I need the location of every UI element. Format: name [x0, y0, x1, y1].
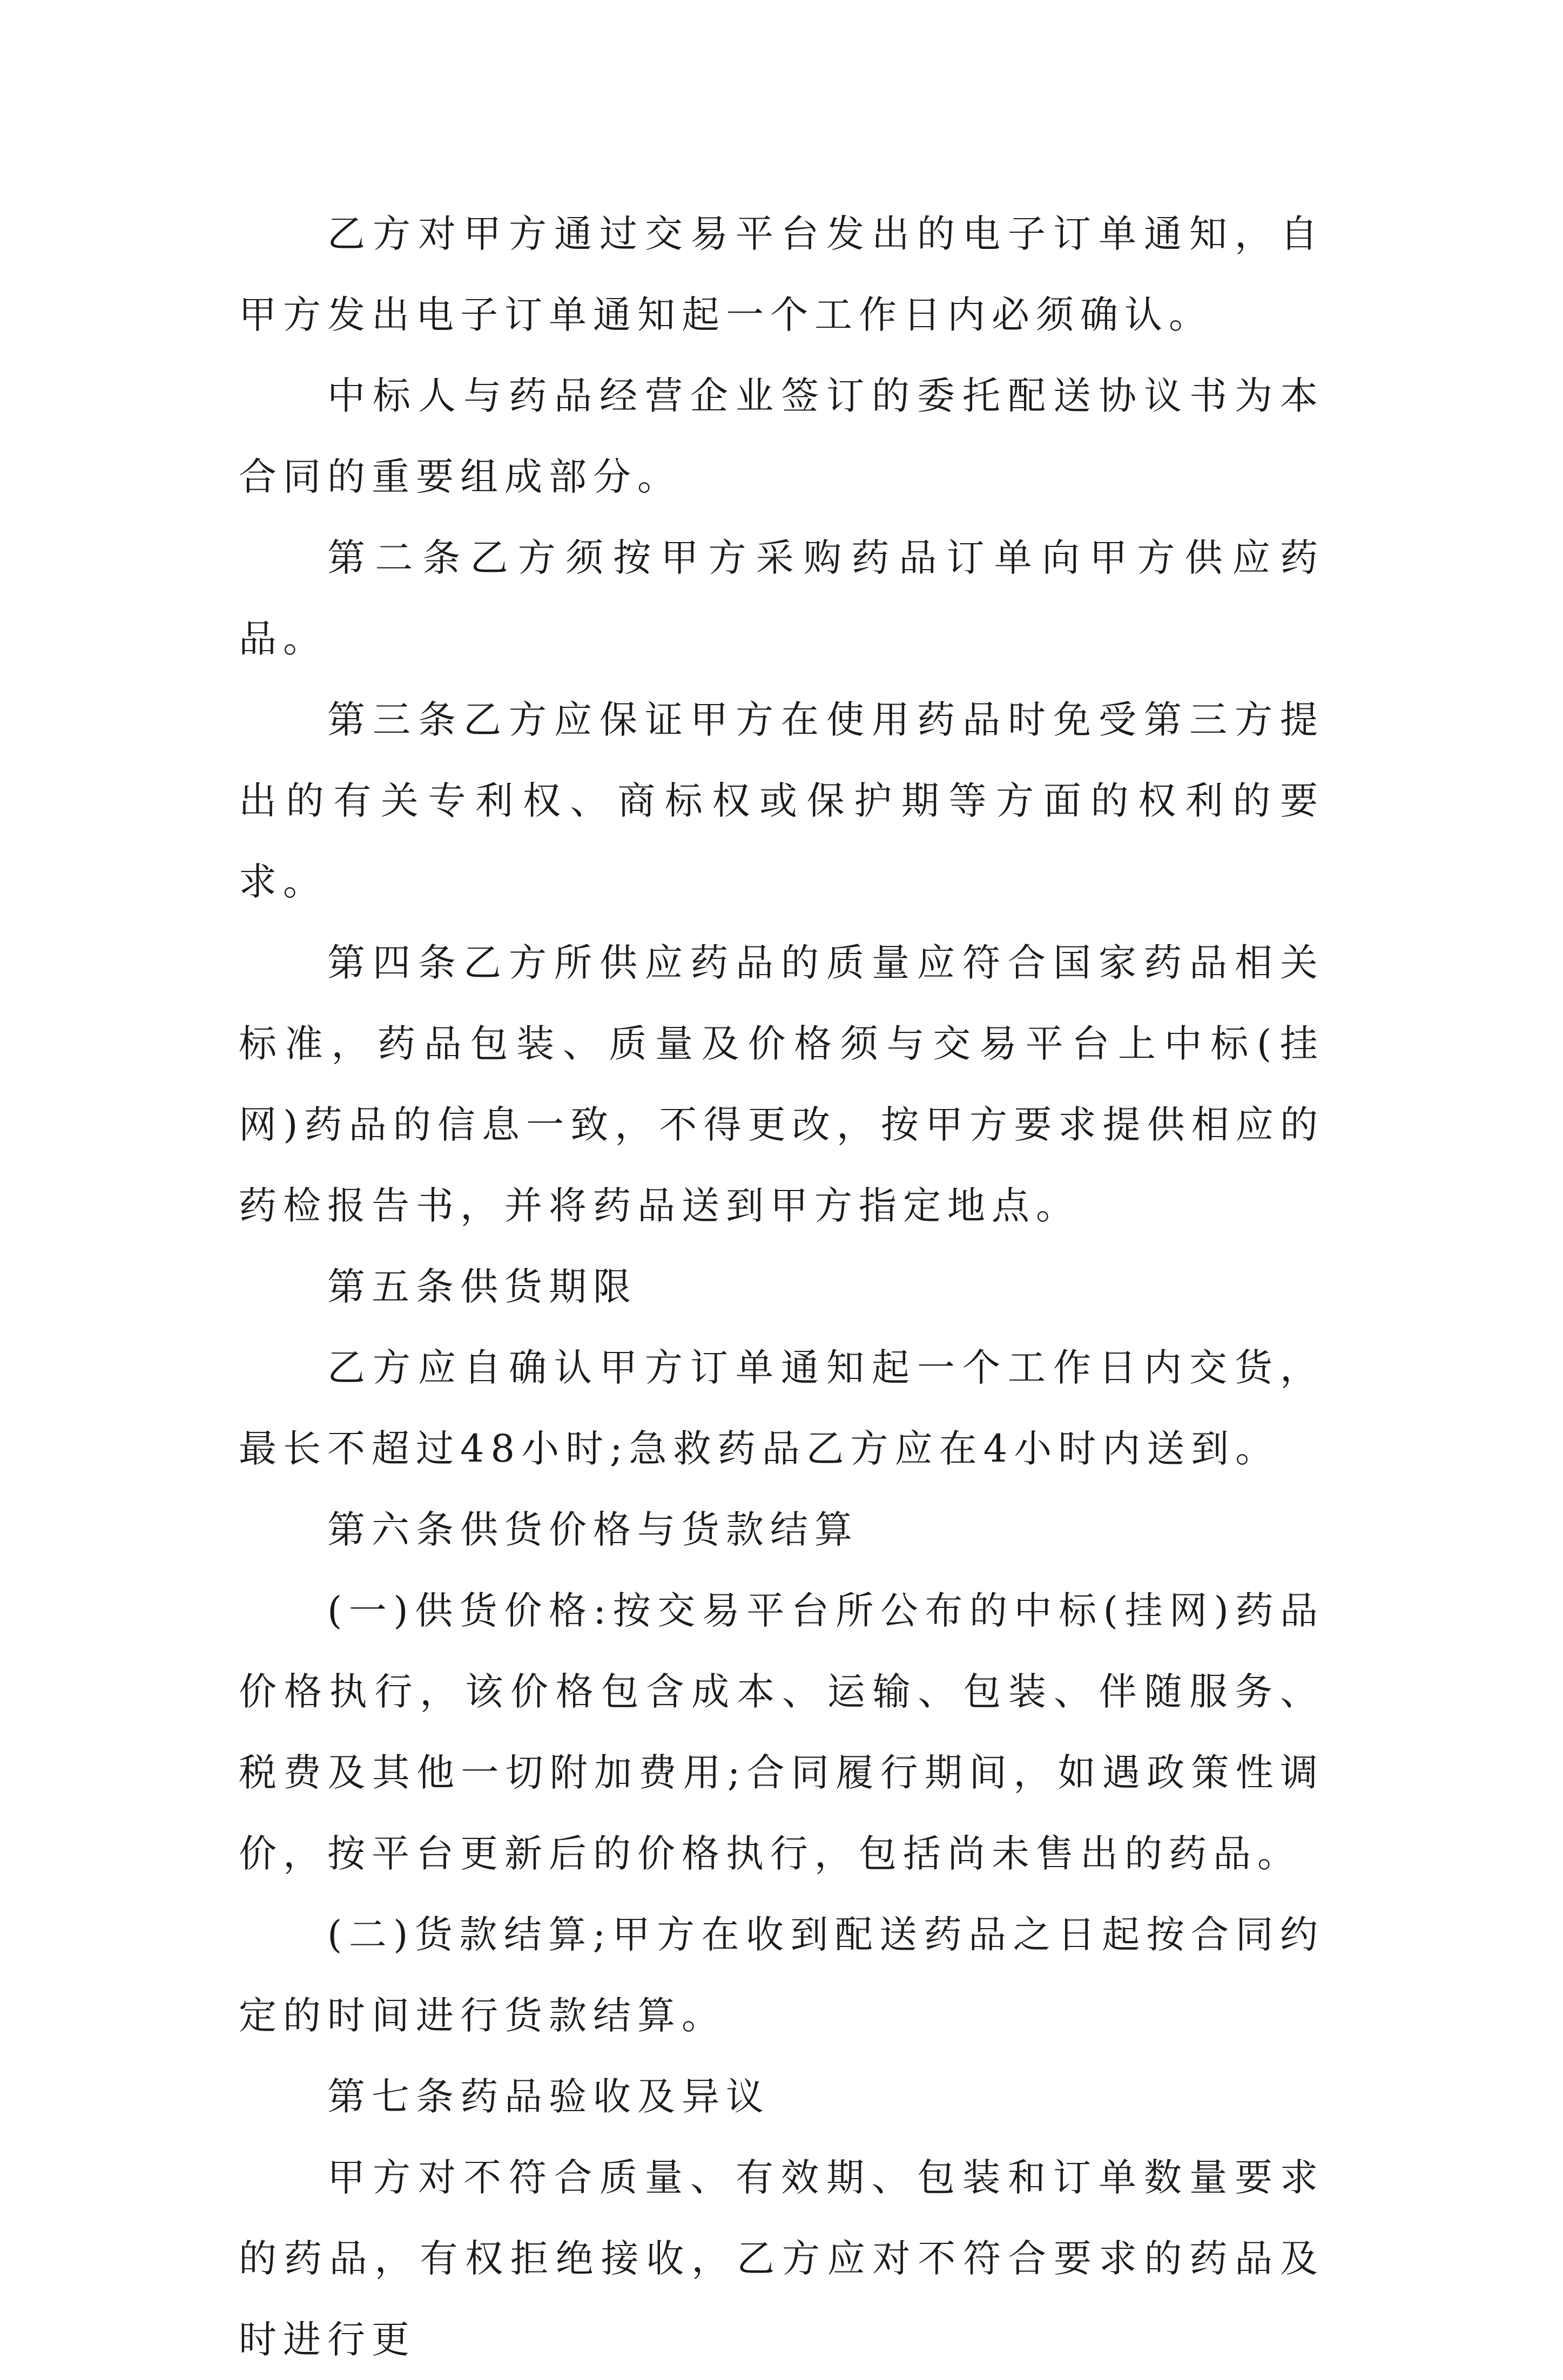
paragraph-delivery-agreement: 中标人与药品经营企业签订的委托配送协议书为本合同的重要组成部分。 [239, 374, 1324, 499]
paragraph-article-4: 第四条乙方所供应药品的质量应符合国家药品相关标准，药品包装、质量及价格须与交易平台上中标(挂网)药品的信息一致，不得更改，按甲方要求提供相应的药检报告书，并将药品送到甲方指定地点。 [239, 941, 1324, 1228]
paragraph-order-confirmation: 乙方对甲方通过交易平台发出的电子订单通知，自甲方发出电子订单通知起一个工作日内必须确认。 [239, 212, 1324, 337]
heading-article-7: 第七条药品验收及异议 [327, 2074, 770, 2119]
document-body [239, 193, 1324, 2380]
paragraph-acceptance-objection: 甲方对不符合质量、有效期、包装和订单数量要求的药品，有权拒绝接收，乙方应对不符合要求的药品及时进行更 [239, 2155, 1324, 2362]
heading-article-5: 第五条供货期限 [327, 1265, 637, 1309]
paragraph-supply-price: (一)供货价格:按交易平台所公布的中标(挂网)药品价格执行，该价格包含成本、运输、包装、伴随服务、税费及其他一切附加费用;合同履行期间，如遇政策性调价，按平台更新后的价格执行，包括尚未售出的药品。 [239, 1588, 1324, 1876]
paragraph-payment-settlement: (二)货款结算;甲方在收到配送药品之日起按合同约定的时间进行货款结算。 [239, 1912, 1324, 2038]
paragraph-article-3: 第三条乙方应保证甲方在使用药品时免受第三方提出的有关专利权、商标权或保护期等方面的权利的要求。 [239, 698, 1324, 904]
paragraph-article-2: 第二条乙方须按甲方采购药品订单向甲方供应药品。 [239, 536, 1324, 661]
heading-article-6: 第六条供货价格与货款结算 [327, 1507, 859, 1552]
paragraph-supply-deadline: 乙方应自确认甲方订单通知起一个工作日内交货，最长不超过48小时;急救药品乙方应在4小时内送到。 [239, 1345, 1324, 1471]
